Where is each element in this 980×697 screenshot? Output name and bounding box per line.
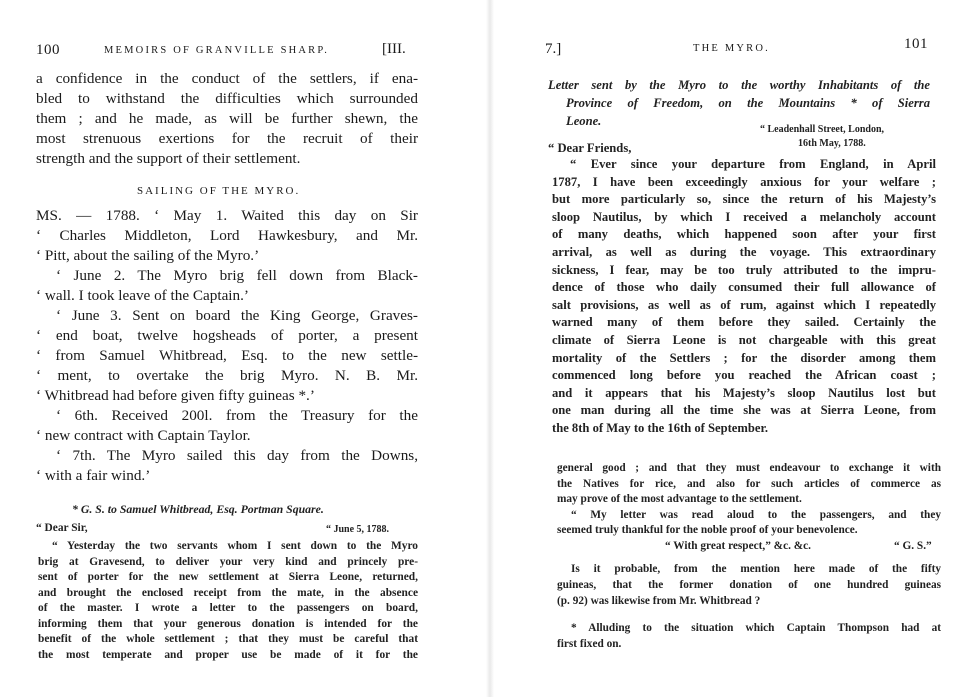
letter-line: “ Ever since your departure from England, in April [570, 157, 936, 171]
letter-line: climate of Sierra Leone is not chargeable with this great [552, 333, 936, 347]
signature-line: “ G. S.” [894, 539, 932, 552]
ms-line: ‘ June 2. The Myro brig fell down from Black- [56, 267, 418, 284]
letter-line: one man during all the time she was at Sierra Leone, from [552, 403, 936, 418]
letter-line: sickness, I fear, may be too truly attributed to the impru- [552, 262, 936, 277]
letter-line: the 8th of May to the 16th of September. [552, 421, 769, 435]
letter-salutation: “ Dear Friends, [548, 141, 632, 155]
query-line: Is it probable, from the mention here made of the fifty [571, 563, 941, 575]
ms-line: ‘ ment, to overtake the brig Myro. N. B. Mr. [36, 367, 418, 384]
letter-line: sloop Nautilus, by which I received a melancholy account [552, 209, 936, 224]
footnote-line: * Alluding to the situation which Captain Thompson had at [571, 622, 941, 634]
footnote-line: “ With great respect,” &c. &c. [665, 539, 811, 552]
page-number: 100 [36, 42, 60, 58]
footnote-line: sent of porter for the new settlement at Sierra Leone, returned, [38, 571, 418, 583]
letter-line: mortality of the Settlers ; for the disorder among them [552, 350, 936, 365]
query-line: (p. 92) was likewise from Mr. Whitbread ? [557, 595, 761, 607]
running-head: MEMOIRS OF GRANVILLE SHARP. [104, 45, 330, 56]
query-paragraph [557, 563, 941, 613]
footnote-line: benefit of the whole settlement ; that they must be careful that [38, 633, 418, 645]
section-heading: SAILING OF THE MYRO. [137, 185, 301, 197]
ms-line: MS. — 1788. ‘ May 1. Waited this day on Sir [36, 207, 418, 224]
footnote-line: seemed truly thankful for the noble proof of your benevolence. [557, 524, 858, 536]
letter-address: “ Leadenhall Street, London, [760, 124, 884, 135]
right-page [490, 0, 980, 697]
footnote-line: “ My letter was read aloud to the passengers, and they [571, 508, 941, 521]
footnote-line: may prove of the most advantage to the settlement. [557, 493, 802, 505]
ms-line: ‘ June 3. Sent on board the King George, Graves- [56, 307, 418, 324]
letter-body [552, 157, 936, 447]
ms-line: ‘ from Samuel Whitbread, Esq. to the new settle- [36, 347, 418, 364]
letter-line: salt provisions, as well as of rum, against which I repeatedly [552, 297, 936, 312]
letter-line: of many deaths, which happened soon after your first [552, 227, 936, 242]
page-footnote [557, 622, 941, 658]
letter-line: arrival, as well as during the voyage. This extraordinary [552, 245, 936, 259]
query-line: guineas, that the former donation of one hundred guineas [557, 579, 941, 591]
text-line: most strenuous exertions for the recruit of their [36, 130, 418, 147]
letter-line: dence of those who daily consumed their full allowance of [552, 280, 936, 295]
letter-salutation: “ Dear Sir, [36, 522, 88, 534]
letter-line: and it appears that his Majesty’s sloop Nautilus lost but [552, 385, 936, 400]
page-number: 101 [904, 36, 928, 52]
ms-line: ‘ 6th. Received 200l. from the Treasury for the [56, 407, 418, 424]
ms-line: ‘ Pitt, about the sailing of the Myro.’ [36, 247, 260, 264]
footnote-line: general good ; and that they must endeavour to exchange it with [557, 462, 941, 474]
footnote-line: of the master. I wrote a letter to the passengers on board, [38, 602, 418, 614]
footnote-line: brig at Gravesend, to deliver your very kind and princely pre- [38, 555, 418, 568]
ms-line: ‘ Whitbread had before given fifty guineas *.’ [36, 387, 315, 404]
footnote-line: informing them that your generous donation is intended for the [38, 617, 418, 630]
text-line: strength and the support of their settlement. [36, 150, 301, 167]
footnote-letter-heading: * G. S. to Samuel Whitbread, Esq. Portman Square. [72, 502, 324, 516]
text-line: them ; and he made, as will be further shewn, the [36, 110, 418, 127]
footnote-line: “ Yesterday the two servants whom I sent down to the Myro [52, 540, 418, 552]
letter-date: 16th May, 1788. [798, 138, 866, 149]
footnote-letter [38, 540, 418, 665]
ms-entries [36, 207, 418, 497]
text-line: a confidence in the conduct of the settlers, if ena- [36, 70, 418, 87]
ms-line: ‘ new contract with Captain Taylor. [36, 427, 251, 444]
letter-line: 1787, I have been exceedingly anxious for your welfare ; [552, 174, 936, 189]
footnote-line: first fixed on. [557, 638, 622, 650]
ms-line: ‘ wall. I took leave of the Captain.’ [36, 287, 249, 304]
letter-line: commenced long before you reached the African coast ; [552, 368, 936, 383]
chapter-mark: [III. [382, 41, 406, 57]
ms-line: ‘ Charles Middleton, Lord Hawkesbury, and Mr. [36, 227, 418, 244]
ms-line: ‘ end boat, twelve hogsheads of porter, a present [36, 327, 418, 344]
running-head: THE MYRO. [693, 43, 770, 54]
letter-date: “ June 5, 1788. [326, 524, 390, 535]
title-line: Leone. [566, 114, 602, 128]
title-line: Letter sent by the Myro to the worthy Inhabitants of the [548, 78, 930, 92]
text-line: bled to withstand the difficulties which surrounded [36, 90, 418, 107]
ms-line: ‘ with a fair wind.’ [36, 467, 151, 484]
footnote-continuation [557, 462, 941, 562]
footnote-line: and brought the enclosed receipt from the mate, in the absence [38, 586, 418, 599]
title-line: Province of Freedom, on the Mountains * of Sierra [566, 96, 930, 110]
chapter-mark: 7.] [545, 41, 562, 57]
ms-line: ‘ 7th. The Myro sailed this day from the Downs, [56, 447, 418, 464]
letter-line: but more particularly so, since the return of his Majesty’s [552, 192, 936, 207]
letter-line: warned many of them before they sailed. Certainly the [552, 315, 936, 330]
footnote-line: the most temperate and proper use be made of it for the [38, 648, 418, 661]
intro-paragraph [36, 70, 418, 180]
footnote-line: the Natives for rice, and also for such articles of commerce as [557, 477, 941, 490]
